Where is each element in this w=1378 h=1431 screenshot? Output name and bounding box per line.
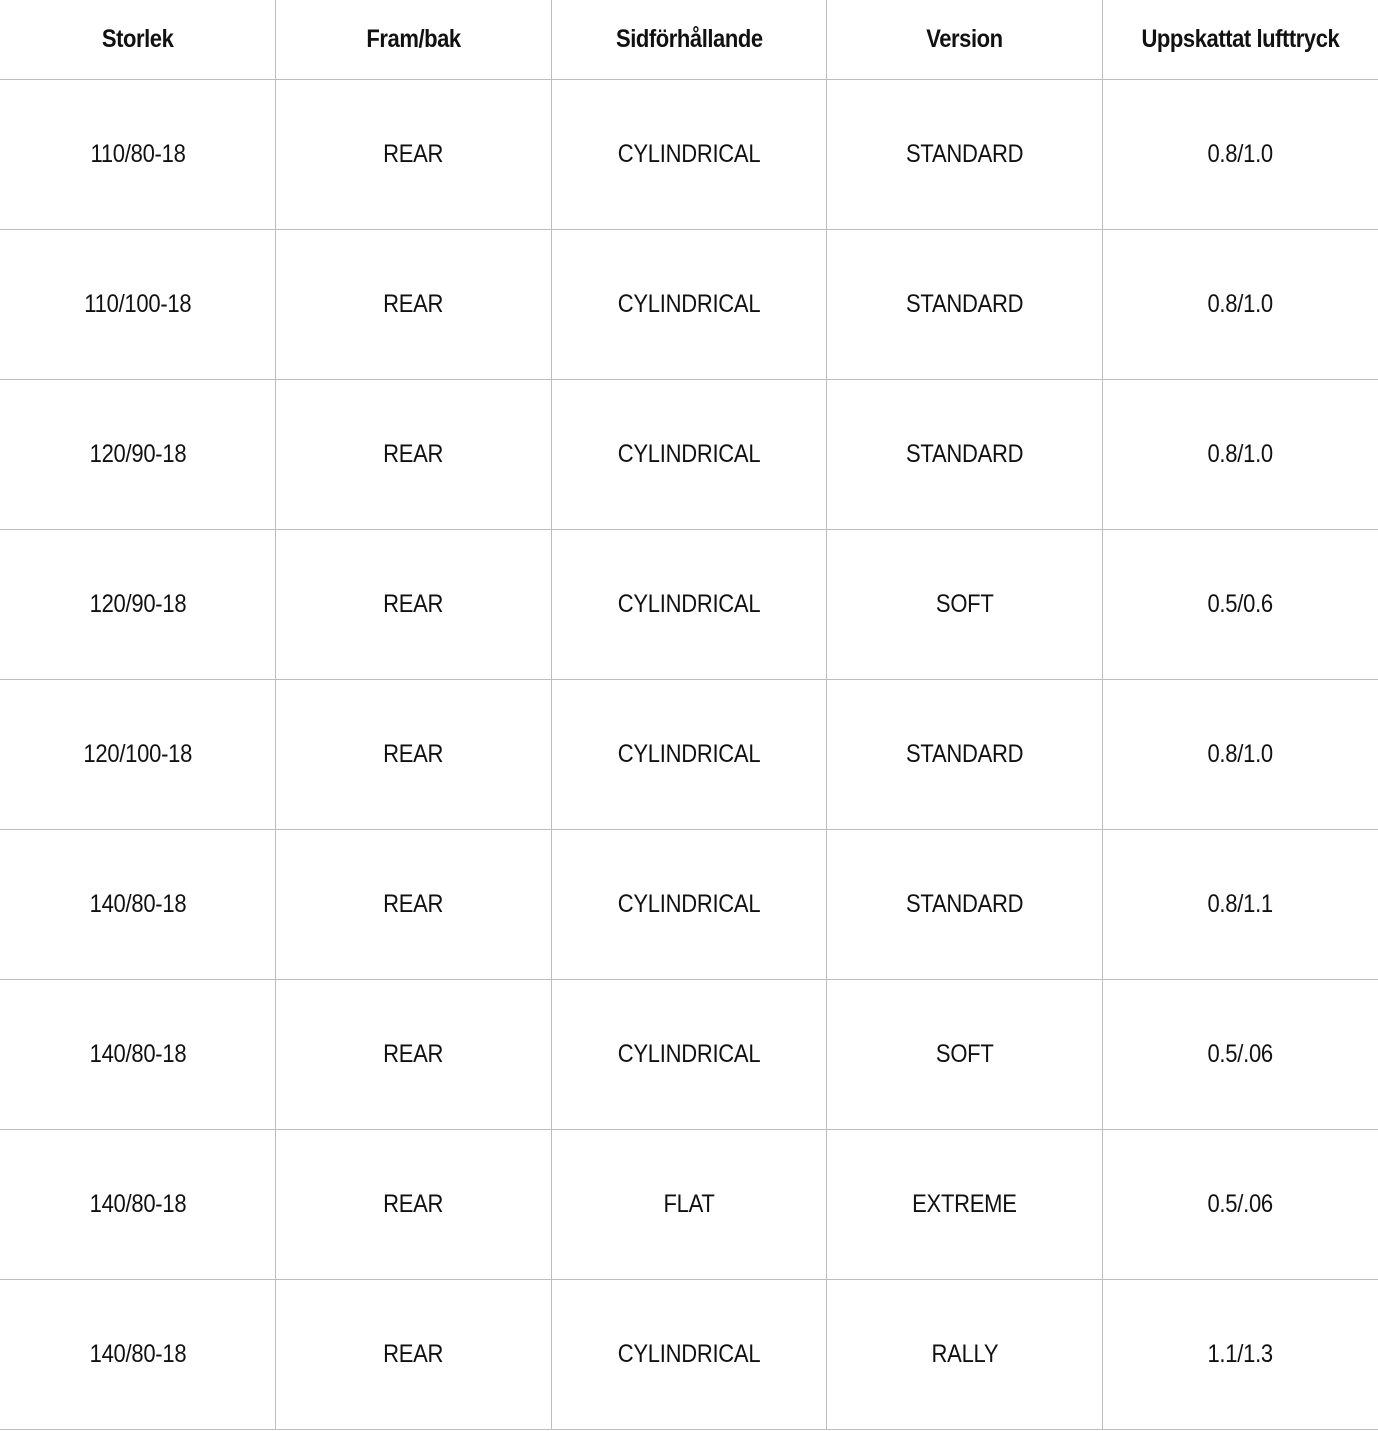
cell-front-rear: REAR	[276, 380, 552, 530]
cell-aspect: CYLINDRICAL	[551, 380, 827, 530]
cell-front-rear: REAR	[276, 980, 552, 1130]
header-version: Version	[827, 0, 1103, 80]
cell-pressure: 0.5/0.6	[1102, 530, 1378, 680]
cell-version: EXTREME	[827, 1130, 1103, 1280]
table-row	[0, 80, 1378, 230]
cell-front-rear: REAR	[276, 80, 552, 230]
cell-aspect: CYLINDRICAL	[551, 530, 827, 680]
cell-size: 140/80-18	[0, 1280, 276, 1430]
cell-aspect: CYLINDRICAL	[551, 1280, 827, 1430]
cell-aspect: CYLINDRICAL	[551, 230, 827, 380]
cell-version: STANDARD	[827, 230, 1103, 380]
cell-size: 110/80-18	[0, 80, 276, 230]
table-row	[0, 680, 1378, 830]
header-aspect: Sidförhållande	[551, 0, 827, 80]
cell-version: STANDARD	[827, 380, 1103, 530]
cell-pressure: 0.8/1.0	[1102, 680, 1378, 830]
cell-front-rear: REAR	[276, 1280, 552, 1430]
header-front-rear: Fram/bak	[276, 0, 552, 80]
table-row	[0, 1280, 1378, 1430]
cell-pressure: 0.8/1.0	[1102, 230, 1378, 380]
cell-version: STANDARD	[827, 830, 1103, 980]
cell-aspect: CYLINDRICAL	[551, 980, 827, 1130]
cell-front-rear: REAR	[276, 1130, 552, 1280]
cell-size: 120/90-18	[0, 380, 276, 530]
header-row	[0, 0, 1378, 80]
cell-size: 140/80-18	[0, 830, 276, 980]
table-row	[0, 380, 1378, 530]
table-body	[0, 80, 1378, 1430]
table-row	[0, 980, 1378, 1130]
cell-front-rear: REAR	[276, 230, 552, 380]
cell-version: RALLY	[827, 1280, 1103, 1430]
table-row	[0, 230, 1378, 380]
table-row	[0, 1130, 1378, 1280]
cell-aspect: CYLINDRICAL	[551, 680, 827, 830]
header-size: Storlek	[0, 0, 276, 80]
cell-size: 120/100-18	[0, 680, 276, 830]
cell-size: 140/80-18	[0, 1130, 276, 1280]
cell-size: 140/80-18	[0, 980, 276, 1130]
table-header	[0, 0, 1378, 80]
cell-aspect: CYLINDRICAL	[551, 830, 827, 980]
cell-aspect: CYLINDRICAL	[551, 80, 827, 230]
cell-size: 120/90-18	[0, 530, 276, 680]
cell-pressure: 0.5/.06	[1102, 1130, 1378, 1280]
cell-front-rear: REAR	[276, 530, 552, 680]
table-row	[0, 530, 1378, 680]
cell-aspect: FLAT	[551, 1130, 827, 1280]
cell-version: STANDARD	[827, 80, 1103, 230]
cell-pressure: 0.5/.06	[1102, 980, 1378, 1130]
cell-pressure: 0.8/1.0	[1102, 80, 1378, 230]
cell-pressure: 0.8/1.0	[1102, 380, 1378, 530]
table-row	[0, 830, 1378, 980]
header-pressure: Uppskattat lufttryck	[1102, 0, 1378, 80]
cell-version: STANDARD	[827, 680, 1103, 830]
cell-pressure: 1.1/1.3	[1102, 1280, 1378, 1430]
cell-front-rear: REAR	[276, 830, 552, 980]
cell-version: SOFT	[827, 980, 1103, 1130]
cell-pressure: 0.8/1.1	[1102, 830, 1378, 980]
cell-size: 110/100-18	[0, 230, 276, 380]
cell-version: SOFT	[827, 530, 1103, 680]
cell-front-rear: REAR	[276, 680, 552, 830]
